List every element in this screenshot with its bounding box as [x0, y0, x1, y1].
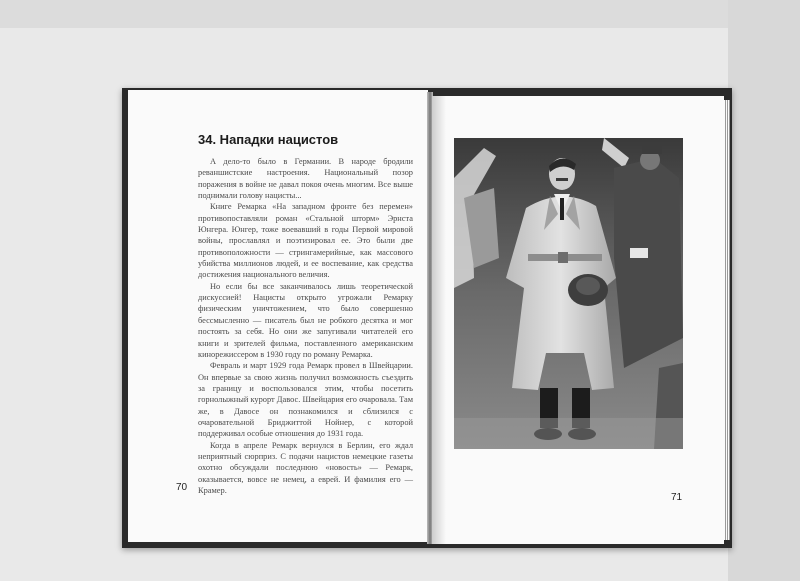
paragraph: Книге Ремарка «На западном фронте без перемен» противопоставляли роман «Стальной шторм» Эрнста Юнгера. Юнгер, тоже воевавший в годы Первой мировой войны, прославлял и поэтизировал ее. Это были две противоположности — стрингамерийные, как массового убийства миллионов людей, и ее воспевание, как средства достижения национального величия. — [198, 202, 413, 280]
paragraph: А дело-то было в Германии. В народе бродили реваншистские настроения. Национальный позор поражения в войне не давал покоя очень многим. Все выше поднимали голову нацисты... — [198, 157, 413, 201]
scan-background-right — [728, 0, 800, 581]
chapter-title: 34. Нападки нацистов — [198, 132, 339, 147]
right-page — [432, 96, 724, 544]
fold-shadow — [432, 96, 446, 544]
scan-background-top — [0, 0, 800, 28]
photo-illustration — [454, 138, 683, 449]
left-page — [128, 90, 428, 542]
page-edges — [724, 100, 730, 540]
paragraph: Когда в апреле Ремарк вернулся в Берлин, его ждал неприятный сюрприз. С подачи нацистов немецкие газеты охотно обсуждали последнюю «новость» — Ремарк, оказывается, вовсе не немец, а еврей. И фамилия его — Крамер. — [198, 440, 413, 495]
body-text — [198, 156, 413, 496]
page-number-left: 70 — [176, 482, 188, 493]
historical-photo — [454, 138, 683, 449]
paragraph: Но если бы все заканчивалось лишь теоретической дискуссией! Нацисты открыто угрожали Ремарку физическим уничтожением, что было совершенно бессмысленно — писатель был не робкого десятка и мог постоять за себя. Но они же запугивали читателей его книги и зрителей фильма, поставленного американским кинорежиссером в 1930 году по роману Ремарка. — [198, 281, 413, 359]
page-number-right: 71 — [671, 492, 683, 503]
paragraph: Февраль и март 1929 года Ремарк провел в Швейцарии. Он впервые за свою жизнь получил возможность съездить за границу и воспользовался этим, чтобы посетить горнолыжный курорт Давос. Швейцария его очаровала. Там же, в Давосе он познакомился и сблизился с очаровательной Бриджиттой Нойнер, с которой поддерживал особые отношения до 1931 года. — [198, 361, 413, 439]
